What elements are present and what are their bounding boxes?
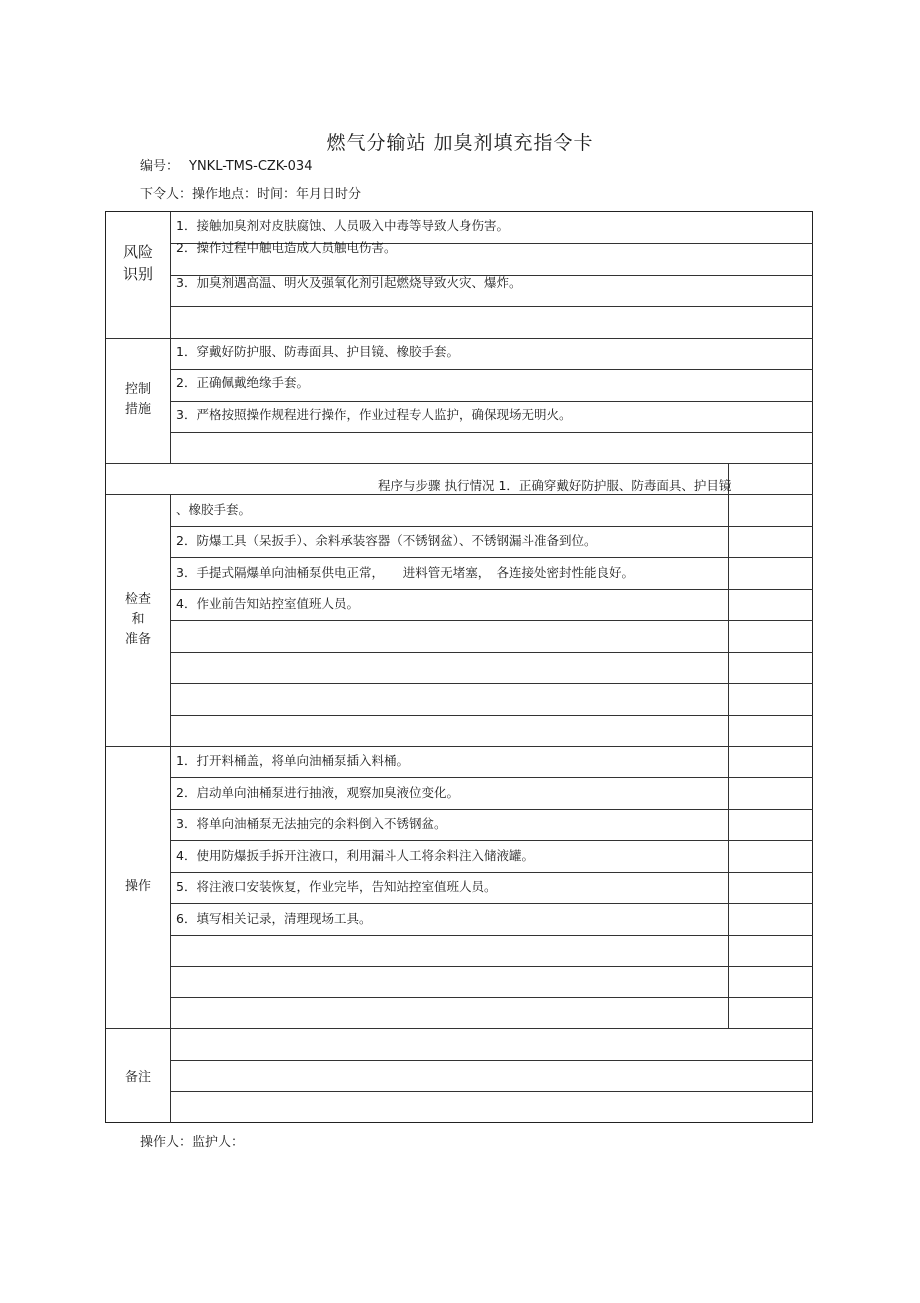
risk-label <box>106 241 170 285</box>
steps-header: 程序与步骤 执行情况 1．正确穿戴好防护服、防毒面具、护目镜 <box>378 478 732 493</box>
instruction-table <box>105 211 813 1123</box>
check-item: 3．手提式隔爆单向油桶泵供电正常， 进料管无堵塞， 各连接处密封性能良好。 <box>176 565 634 580</box>
operation-item: 3．将单向油桶泵无法抽完的余料倒入不锈钢盆。 <box>176 816 447 831</box>
remarks-label: 备注 <box>124 1070 151 1085</box>
operation-item: 4．使用防爆扳手拆开注液口，利用漏斗人工将余料注入储液罐。 <box>176 848 534 863</box>
order-line: 下令人：操作地点：时间：年月日时分 <box>140 187 362 202</box>
document-code <box>140 155 312 174</box>
risk-item: 1．接触加臭剂对皮肤腐蚀、人员吸入中毒等导致人身伤害。 <box>176 218 509 233</box>
operation-item: 5．将注液口安装恢复，作业完毕，告知站控室值班人员。 <box>176 879 497 894</box>
risk-item: 3．加臭剂遇高温、明火及强氧化剂引起燃烧导致火灾、爆炸。 <box>176 275 522 290</box>
check-label-text: 检查 和 准备 <box>124 592 151 647</box>
risk-item: 2．操作过程中触电造成人员触电伤害。 <box>176 240 397 255</box>
control-item: 2．正确佩戴绝缘手套。 <box>176 375 309 390</box>
control-item: 1．穿戴好防护服、防毒面具、护目镜、橡胶手套。 <box>176 344 459 359</box>
code-label: 编号： <box>140 159 180 174</box>
control-label <box>106 380 170 420</box>
operation-item: 2．启动单向油桶泵进行抽液，观察加臭液位变化。 <box>176 785 459 800</box>
check-label <box>106 590 170 650</box>
page-title: 燃气分输站 加臭剂填充指令卡 <box>326 132 594 154</box>
check-item: 4．作业前告知站控室值班人员。 <box>176 596 359 611</box>
signature-line: 操作人：监护人： <box>140 1135 245 1150</box>
control-item: 3．严格按照操作规程进行操作，作业过程专人监护，确保现场无明火。 <box>176 407 572 422</box>
check-item: 2．防爆工具（呆扳手）、余料承装容器（不锈钢盆）、不锈钢漏斗准备到位。 <box>176 533 597 548</box>
control-label-text: 控制 措施 <box>124 382 151 417</box>
risk-label-text: 风险 识别 <box>122 243 153 283</box>
operation-item: 6．填写相关记录，清理现场工具。 <box>176 911 372 926</box>
operation-label: 操作 <box>124 879 151 894</box>
operation-item: 1．打开料桶盖，将单向油桶泵插入料桶。 <box>176 753 409 768</box>
check-item: 、橡胶手套。 <box>176 502 252 517</box>
code-value: YNKL-TMS-CZK-034 <box>189 159 313 174</box>
